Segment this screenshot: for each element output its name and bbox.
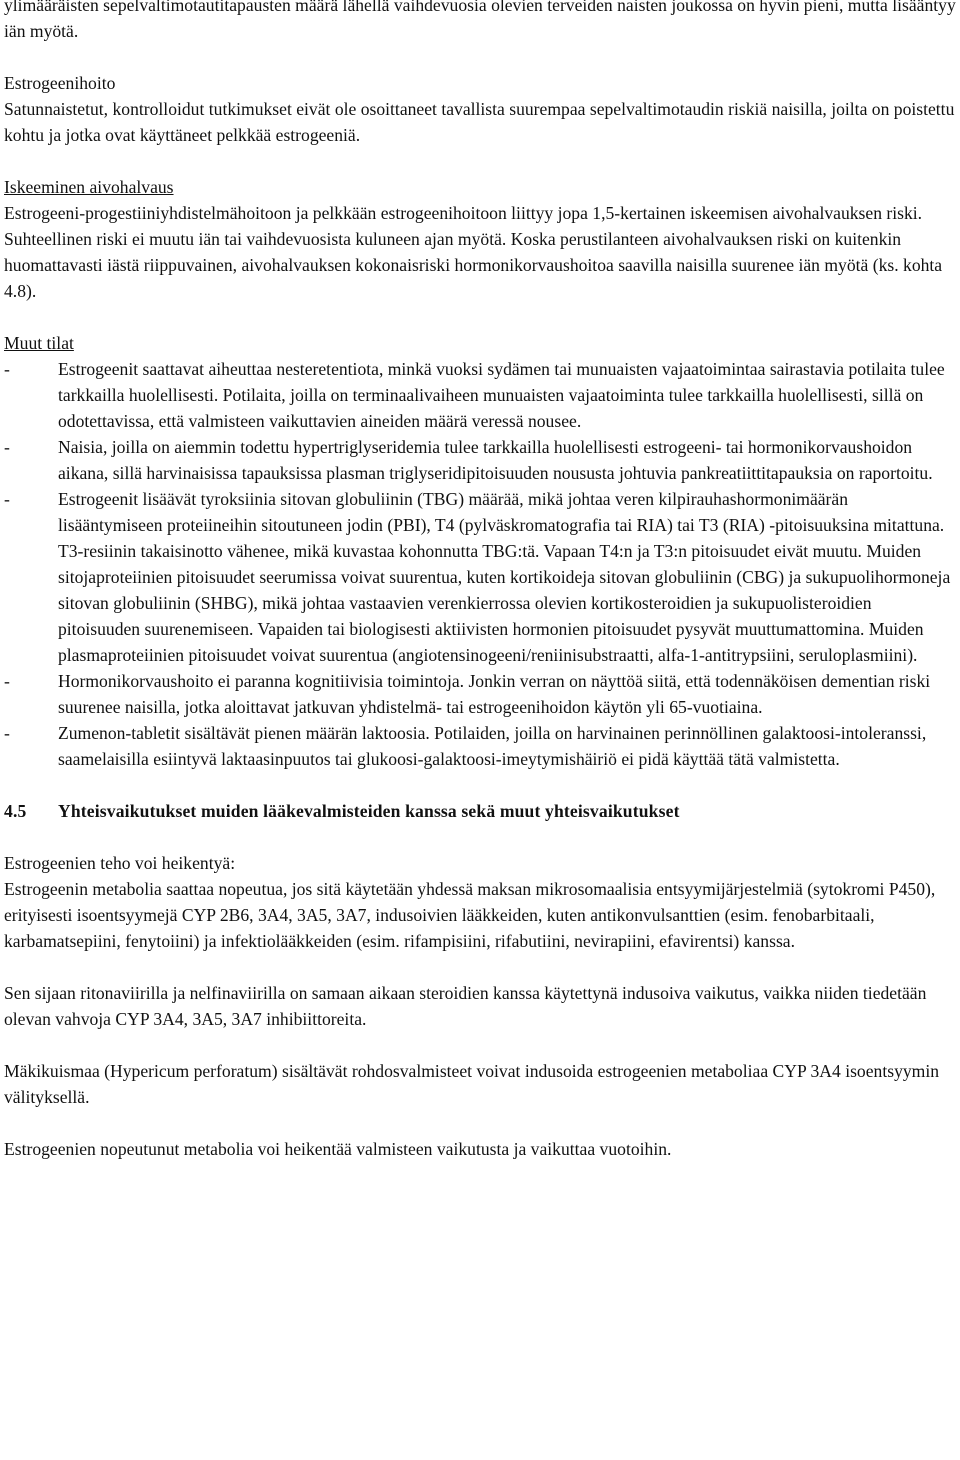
bullet-text: Naisia, joilla on aiemmin todettu hypertriglyseridemia tulee tarkkailla huolellisesti estrogeeni- tai hormonikorvaushoidon aikana, sillä harvinaisissa tapauksissa plasman triglyseridipitoisuuden noususta johtuvia pankreatiittitapauksia on raportoitu.	[58, 437, 933, 483]
estrogen-therapy-heading: Estrogeenihoito	[4, 73, 116, 93]
interactions-paragraph-st-johns-wort: Mäkikuismaa (Hypericum perforatum) sisältävät rohdosvalmisteet voivat indusoida estrogeenien metaboliaa CYP 3A4 isoentsyymin välityksellä.	[4, 1061, 940, 1107]
bullet-item-cognition	[4, 668, 956, 720]
bullet-item-lactose	[4, 720, 956, 772]
section-4-5-heading	[4, 798, 956, 824]
bullet-dash: -	[4, 671, 10, 691]
bullet-item-hypertriglyceridemia	[4, 434, 956, 486]
bullet-dash: -	[4, 723, 10, 743]
intro-continuation-paragraph: ylimääräisten sepelvaltimotautitapausten määrä lähellä vaihdevuosia olevien terveiden naisten joukossa on hyvin pieni, mutta lisääntyy iän myötä.	[4, 0, 956, 41]
bullet-text: Estrogeenit lisäävät tyroksiinia sitovan globuliinin (TBG) määrää, mikä johtaa veren kilpirauhashormonimäärän lisääntymiseen proteiineihin sitoutuneen jodin (PBI), T4 (pylväskromatografia tai RIA) tai T3 (RIA) -pitoisuuksina mitattuna. T3-resiinin takaisinotto vähenee, mikä kuvastaa kohonnutta TBG:tä. Vapaan T4:n ja T3:n pitoisuudet eivät muutu. Muiden sitojaproteiinien pitoisuudet seerumissa voivat suurentua, kuten kortikoideja sitovan globuliinin (CBG) ja sukupuolihormoneja sitovan globuliinin (SHBG), mikä johtaa vastaavien verenkierrossa olevien kortikosteroidien ja sukupuolisteroidien pitoisuuden suurenemiseen. Vapaiden tai biologisesti aktiivisten hormonien pitoisuudet pysyvät muuttumattomina. Muiden plasmaproteiinien pitoisuudet voivat suurentua (angiotensinogeeni/reniinisubstraatti, alfa-1-antitrypsiini, seruloplasmiini).	[58, 489, 951, 665]
ischemic-stroke-paragraph: Estrogeeni-progestiiniyhdistelmähoitoon ja pelkkään estrogeenihoitoon liittyy jopa 1,5-kertainen iskeemisen aivohalvauksen riski. Suhteellinen riski ei muutu iän tai vaihdevuosista kuluneen ajan myötä. Koska perustilanteen aivohalvauksen riski on kuitenkin huomattavasti iästä riippuvainen, aivohalvauksen kokonaisriski hormonikorvaushoitoa saavilla naisilla suurenee iän myötä (ks. kohta 4.8).	[4, 203, 943, 301]
bullet-item-fluid-retention	[4, 356, 956, 434]
bullet-text: Hormonikorvaushoito ei paranna kognitiivisia toimintoja. Jonkin verran on näyttöä siitä, että todennäköisen dementian riski suurenee naisilla, jotka aloittavat jatkuvan yhdistelmä- tai estrogeenihoidon käytön yli 65-vuotiaina.	[58, 671, 931, 717]
bullet-text: Estrogeenit saattavat aiheuttaa nesteretentiota, minkä vuoksi sydämen tai munuaisten vajaatoimintaa sairastavia potilaita tulee tarkkailla huolellisesti. Potilaita, joilla on terminaalivaiheen munuaisten vajaatoiminta tulee tarkkailla huolellisesti, sillä on odotettavissa, että valmisteen vaikuttavien aineiden määrä veressä nousee.	[58, 359, 945, 431]
bullet-dash: -	[4, 489, 10, 509]
ischemic-stroke-heading: Iskeeminen aivohalvaus	[4, 177, 174, 197]
interactions-paragraph-enzyme-induction: Estrogeenin metabolia saattaa nopeutua, jos sitä käytetään yhdessä maksan mikrosomaalisia entsyymijärjestelmiä (sytokromi P450), erityisesti isoentsyymejä CYP 2B6, 3A4, 3A5, 3A7, indusoivien lääkkeiden, kuten antikonvulsanttien (esim. fenobarbitaali, karbamatsepiini, fenytoiini) ja infektiolääkkeiden (esim. rifampisiini, rifabutiini, nevirapiini, efavirentsi) kanssa.	[4, 879, 936, 951]
bullet-dash: -	[4, 437, 10, 457]
section-title: Yhteisvaikutukset muiden lääkevalmisteiden kanssa sekä muut yhteisvaikutukset	[58, 801, 680, 821]
section-number: 4.5	[4, 801, 27, 821]
other-conditions-heading: Muut tilat	[4, 333, 74, 353]
estrogen-therapy-paragraph: Satunnaistetut, kontrolloidut tutkimukset eivät ole osoittaneet tavallista suurempaa sepelvaltimotaudin riskiä naisilla, joilta on poistettu kohtu ja jotka ovat käyttäneet pelkkää estrogeeniä.	[4, 99, 955, 145]
weakened-effect-heading: Estrogeenien teho voi heikentyä:	[4, 853, 236, 873]
interactions-paragraph-ritonavir: Sen sijaan ritonaviirilla ja nelfinaviirilla on samaan aikaan steroidien kanssa käytettynä indusoiva vaikutus, vaikka niiden tiedetään olevan vahvoja CYP 3A4, 3A5, 3A7 inhibiittoreita.	[4, 983, 927, 1029]
document-page	[4, 0, 956, 1162]
bullet-dash: -	[4, 359, 10, 379]
bullet-text: Zumenon-tabletit sisältävät pienen määrän laktoosia. Potilaiden, joilla on harvinainen perinnöllinen galaktoosi-intoleranssi, saamelaisilla esiintyvä laktaasinpuutos tai glukoosi-galaktoosi-imeytymishäiriö ei pidä käyttää tätä valmistetta.	[58, 723, 927, 769]
bullet-item-thyroid-binding	[4, 486, 956, 668]
interactions-paragraph-metabolism: Estrogeenien nopeutunut metabolia voi heikentää valmisteen vaikutusta ja vaikuttaa vuotoihin.	[4, 1139, 672, 1159]
